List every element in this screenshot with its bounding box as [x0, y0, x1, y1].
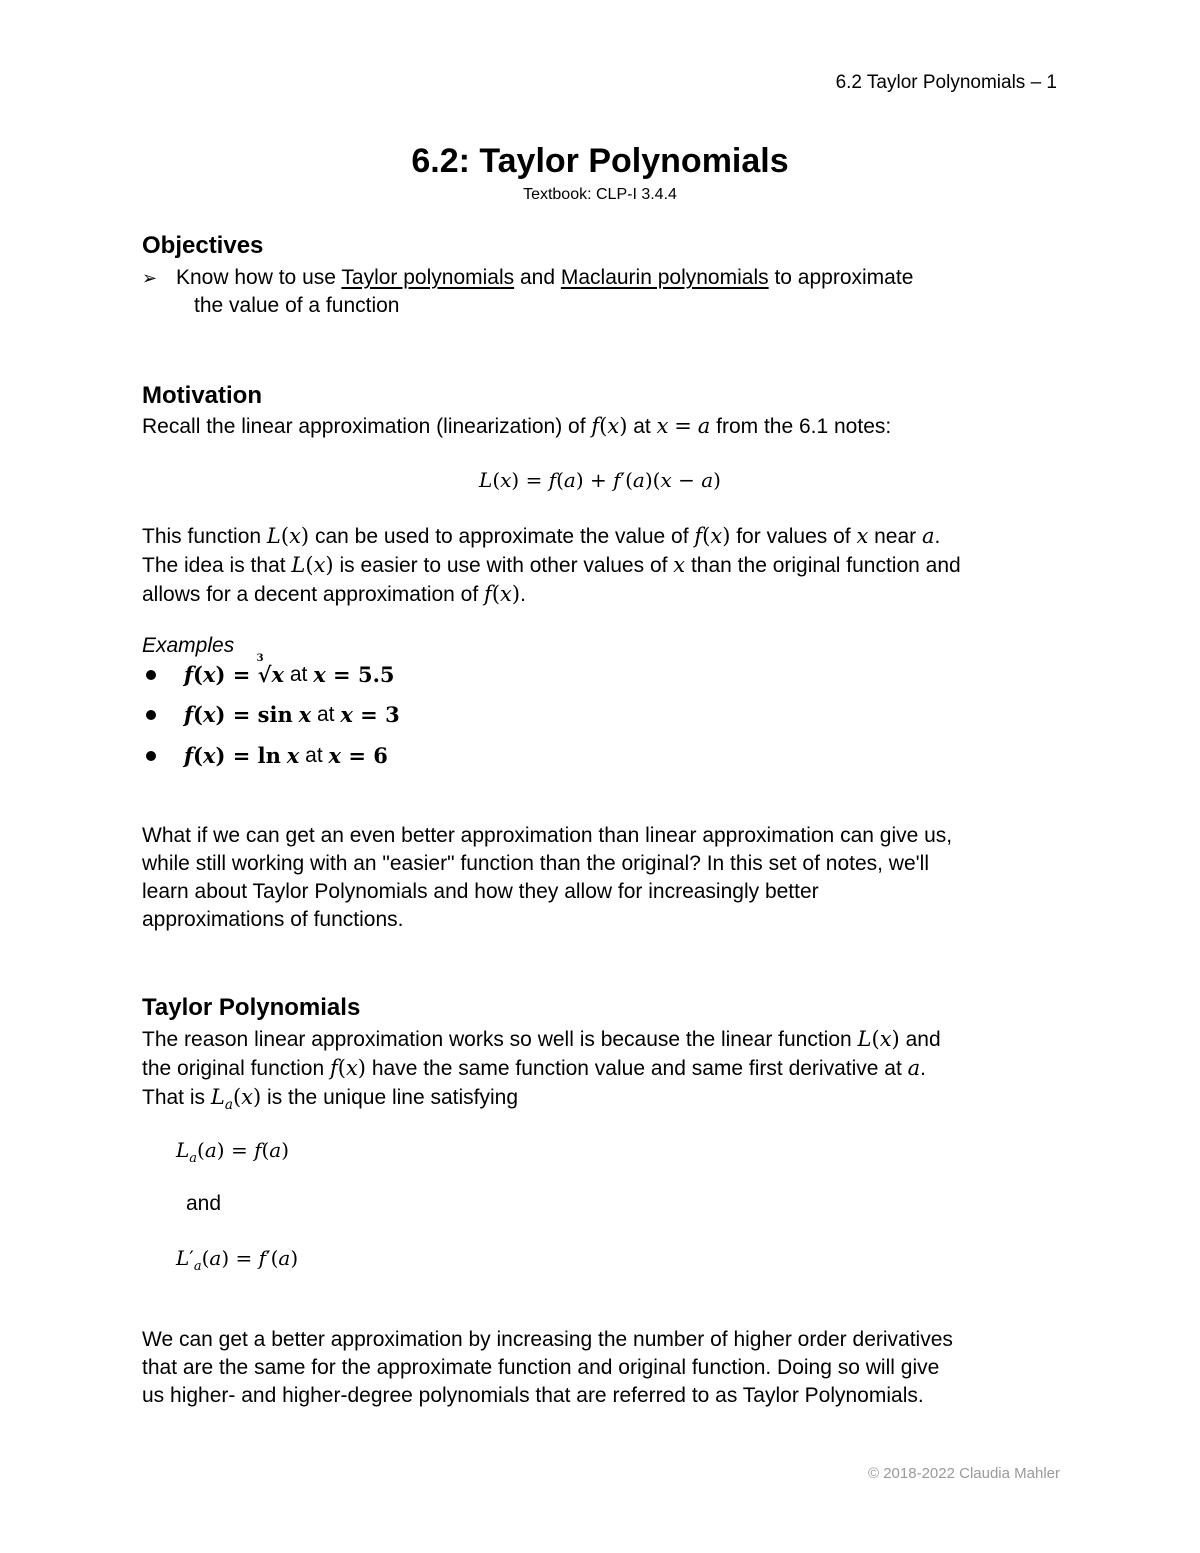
- maclaurin-polynomials-link[interactable]: Maclaurin polynomials: [560, 266, 769, 289]
- bullet-icon: [146, 710, 156, 720]
- condition-equation-derivative: $L'_a(a) = f'(a)$: [176, 1246, 299, 1274]
- bullet-icon: [146, 670, 156, 680]
- bullet-icon: [146, 751, 156, 761]
- motivation-heading: Motivation: [142, 382, 262, 409]
- and-connector: and: [186, 1192, 222, 1215]
- condition-equation-value: $L_a(a) = f(a)$: [176, 1138, 290, 1166]
- motivation-closing: What if we can get an even better approximation than linear approximation can give us, while still working with an "easier" function than the original? In this set of notes, we'll learn about Taylor Polynomials and how they allow for increasingly better approximations of functions.: [142, 824, 953, 931]
- motivation-intro: Recall the linear approximation (linearization) of f(x) at x = a from the 6.1 notes:: [142, 414, 892, 438]
- page-title: 6.2: Taylor Polynomials: [411, 142, 789, 180]
- arrow-bullet-icon: ➢: [142, 268, 158, 288]
- motivation-paragraph: This function L(x) can be used to approximate the value of f(x) for values of x near a. The idea is that L(x) is easier to use with other values of x than the original function and allows for a decent approximation of f(x).: [142, 524, 961, 606]
- example-item: f ( x ) = ln x at x = 6: [146, 743, 388, 768]
- taylor-paragraph: The reason linear approximation works so well is because the linear function L(x) and the original function f(x) have the same function value and same first derivative at a. That is $L_a(x)$ is the unique line satisfying: [142, 1027, 941, 1114]
- example-item: f ( x ) = 3 √x at x = 5.5: [146, 662, 395, 687]
- objective-item: ➢ Know how to use Taylor polynomials and Maclaurin polynomials to approximate the value of a function: [142, 266, 914, 317]
- example-item: f ( x ) = sin x at x = 3: [146, 702, 400, 727]
- taylor-polynomials-heading: Taylor Polynomials: [142, 994, 361, 1021]
- taylor-polynomials-link[interactable]: Taylor polynomials: [341, 266, 515, 289]
- copyright-footer: © 2018-2022 Claudia Mahler: [867, 1465, 1060, 1482]
- objectives-heading: Objectives: [142, 232, 264, 259]
- taylor-closing: We can get a better approximation by increasing the number of higher order derivatives that are the same for the approximate function and original function. Doing so will give us higher- and higher-degree polynomials that are referred to as Taylor Polynomials.: [142, 1328, 953, 1407]
- textbook-reference: Textbook: CLP-I 3.4.4: [523, 186, 677, 203]
- linearization-equation: L(x) = f(a) + f′(a)(x − a): [479, 468, 721, 492]
- examples-label: Examples: [142, 634, 235, 657]
- running-header: 6.2 Taylor Polynomials – 1: [835, 72, 1057, 93]
